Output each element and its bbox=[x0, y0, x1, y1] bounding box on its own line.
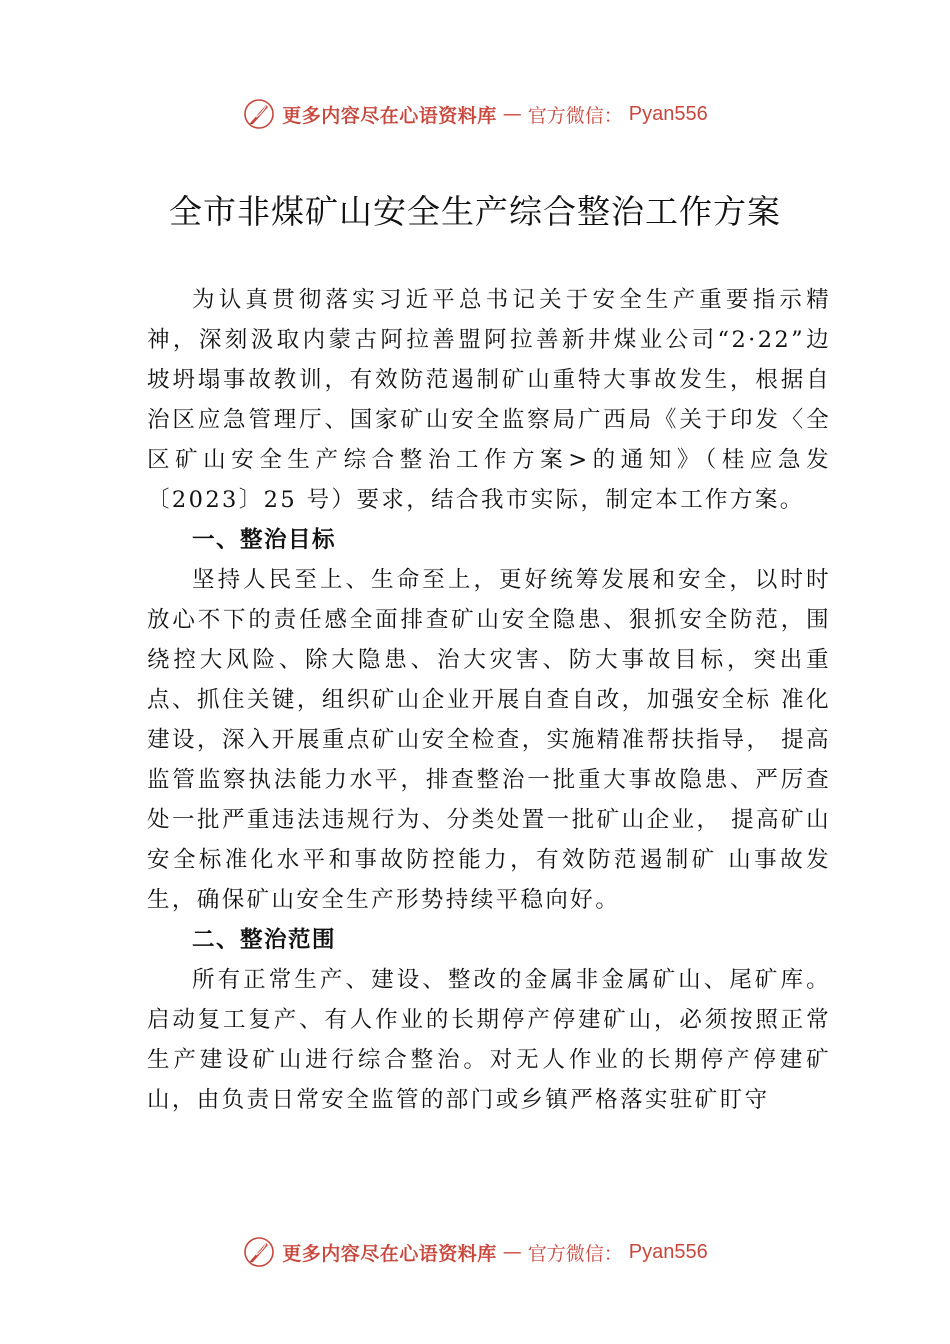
watermark-brand-text: 更多内容尽在心语资料库 bbox=[282, 104, 497, 127]
quill-pen-logo-icon bbox=[242, 97, 276, 131]
watermark-wechat-id: Pyan556 bbox=[628, 102, 708, 125]
document-title: 全市非煤矿山安全生产综合整治工作方案 bbox=[169, 192, 781, 231]
intro-paragraph: 为认真贯彻落实习近平总书记关于安全生产重要指示精神，深刻汲取内蒙古阿拉善盟阿拉善新井煤业公司“2·22”边坡坍塌事故教训，有效防范遏制矿山重特大事故发生，根据自治区应急管理厅、国家矿山安全监察局广西局《关于印发〈全区矿山安全生产综合整治工作方案>的通知》（桂应急发〔2023〕25 号）要求，结合我市实际，制定本工作方案。 bbox=[147, 287, 831, 513]
watermark-contact-label: 官方微信： bbox=[527, 104, 623, 127]
watermark-wechat-id: Pyan556 bbox=[628, 1240, 708, 1263]
section-scope-paragraph: 所有正常生产、建设、整改的金属非金属矿山、尾矿库。启动复工复产、有人作业的长期停产停建矿山，必须按照正常生产建设矿山进行综合整治。对无人作业的长期停产停建矿山，由负责日常安全监管的部门或乡镇严格落实驻矿盯守 bbox=[147, 967, 831, 1113]
watermark-brand-text: 更多内容尽在心语资料库 bbox=[282, 1242, 497, 1265]
section-heading-goals: 一、整治目标 bbox=[192, 527, 337, 553]
footer-watermark bbox=[0, 1232, 950, 1272]
quill-pen-logo-icon bbox=[242, 1235, 276, 1269]
watermark-contact-label: 官方微信： bbox=[527, 1242, 623, 1265]
section-goals-paragraph: 坚持人民至上、生命至上，更好统筹发展和安全，以时时放心不下的责任感全面排查矿山安全隐患、狠抓安全防范，围绕控大风险、除大隐患、治大灾害、防大事故目标，突出重点、抓住关键，组织矿山企业开展自查自改，加强安全标 准化建设，深入开展重点矿山安全检查，实施精准帮扶指导， 提高监管监察执法能力水平，排查整治一批重大事故隐患、严厉查处一批严重违法违规行为、分类处置一批矿山企业， 提高矿山安全标准化水平和事故防控能力，有效防范遏制矿 山事故发生，确保矿山安全生产形势持续平稳向好。 bbox=[147, 567, 831, 913]
watermark-dash: — bbox=[502, 103, 522, 125]
section-heading-scope: 二、整治范围 bbox=[192, 927, 337, 953]
watermark-dash: — bbox=[502, 1241, 522, 1263]
header-watermark bbox=[0, 94, 950, 134]
document-body bbox=[147, 280, 831, 1120]
